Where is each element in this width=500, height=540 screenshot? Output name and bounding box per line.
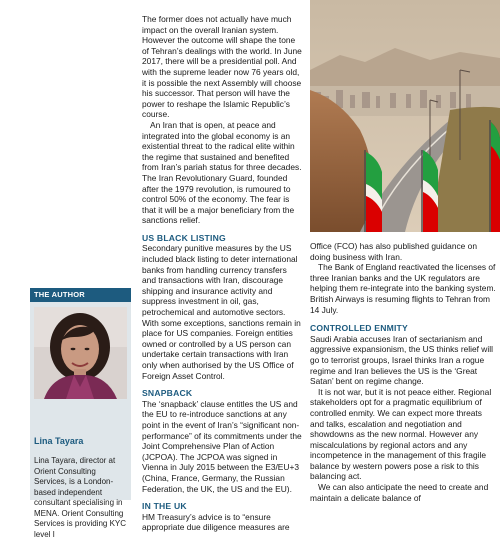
paragraph: Office (FCO) has also published guidance on doing business with Iran. <box>310 241 477 262</box>
author-box <box>30 288 131 539</box>
section-heading: SNAPBACK <box>142 388 193 399</box>
paragraph: The Bank of England reactivated the licenses of three Iranian banks and the UK regulators are helping them re-integrate into the banking system. British Airways is resuming flights to Tehran from 14 July. <box>310 262 496 315</box>
author-portrait-icon <box>34 307 127 399</box>
iran-flag-icon <box>491 122 500 232</box>
middle-column <box>142 14 302 533</box>
author-bio: Lina Tayara, director at Orient Consulting Services, is a London-based independent consultant specialising in MENA. Orient Consulting Services is providing KYC level I <box>34 456 127 539</box>
tehran-photo <box>310 0 500 232</box>
section-heading: US BLACK LISTING <box>142 232 226 243</box>
paragraph: HM Treasury’s advice is to “ensure appropriate due diligence measures are <box>142 511 290 533</box>
author-sidebar <box>30 0 131 539</box>
paragraph: We can also anticipate the need to create and maintain a delicate balance of <box>310 482 489 503</box>
section-heading: CONTROLLED ENMITY <box>310 323 408 334</box>
paragraph: Saudi Arabia accuses Iran of sectarianism and aggressive expansionism, the US thinks relief will go to terrorist groups, Israel thinks Iran a rogue regime and Iran believes the US is the ‘Great Satan’ bent on regime change. <box>310 333 493 387</box>
paragraph: It is not war, but it is not peace either. Regional stakeholders opt for a pragmatic equilibrium of controlled enmity. We can expect more threats and talks, escalation and negotiation and showdowns as the new normal. However any miscalculations by regional actors and any incompetence in the management of this fragile balance by western powers pose a risk to this balancing act. <box>310 386 492 482</box>
author-name: Lina Tayara <box>34 436 84 446</box>
paragraph: The ‘snapback’ clause entitles the US and the EU to re-introduce sanctions at any point in the event of Iran’s “significant non-performance” of its commitments under the Joint Comprehensive Plan of Action (JCPOA). The JCPOA was signed in Vienna in July 2015 between the E3/EU+3 (China, France, Germany, the Russian Federation, the UK, the US and the EU). <box>142 398 302 494</box>
paragraph: An Iran that is open, at peace and integrated into the global economy is an existential threat to the radical elite within the regime that sustained and benefited from Iran’s pariah status for three decades. The Iran Revolutionary Guard, founded after the 1979 revolution, is rumoured to control 50% of the economy. The fear is that it will be a major beneficiary from the sanctions relief. <box>142 119 302 226</box>
paragraph: The former does not actually have much impact on the overall Iranian system. However the outcome will shape the tone of Tehran’s dealings with the world. In June 2017, there will be a presidential poll. And with the supreme leader now 76 years old, it is possible the next Assembly will choose his successor. That person will have the power to reshape the Islamic Republic’s course. <box>142 14 302 120</box>
author-photo <box>34 307 127 399</box>
right-column <box>310 241 496 503</box>
tehran-skyline-image <box>310 0 500 232</box>
author-box-heading: THE AUTHOR <box>30 288 131 302</box>
section-heading: IN THE UK <box>142 501 187 512</box>
paragraph: Secondary punitive measures by the US included black listing to deter international banks from handling currency transfers and transactions with Iran, discourage shipping and insurance activity and suppress investment in oil, gas, petrochemical and automotive sectors. With some exceptions, sanctions remain in place for US companies. Foreign entities owned or controlled by a US person can undertake certain transactions with Iran only when authorised by the US Office of Foreign Asset Control. <box>142 243 301 381</box>
